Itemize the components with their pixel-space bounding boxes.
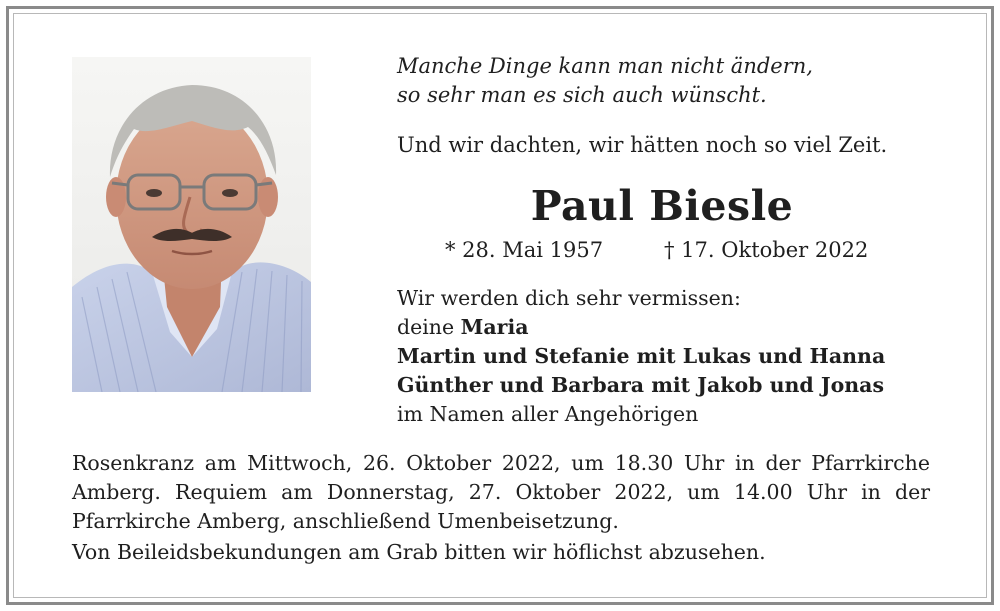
birth-date: * 28. Mai 1957: [445, 238, 604, 262]
portrait-photo: [72, 57, 311, 392]
condolence-note: Von Beileidsbekundungen am Grab bitten wir höflichst abzusehen.: [72, 540, 766, 564]
portrait-illustration: [72, 57, 311, 392]
thought-line: Und wir dachten, wir hätten noch so viel Zeit.: [397, 133, 888, 157]
mourners-line-3-text: Günther und Barbara mit Jakob und Jonas: [397, 373, 884, 397]
quote-line-1: Manche Dinge kann man nicht ändern,: [397, 54, 813, 78]
mourners-line-1-prefix: deine: [397, 315, 461, 339]
mourners-line-1: [397, 313, 885, 342]
service-details: [72, 449, 930, 536]
service-line-1: Rosenkranz am Mittwoch, 26. Oktober 2022, um 18.30 Uhr in der Pfarrkirche: [72, 451, 930, 475]
mourners-intro: Wir werden dich sehr vermissen:: [397, 286, 741, 310]
service-line-3: Pfarrkirche Amberg, anschließend Umenbeisetzung.: [72, 509, 619, 533]
mourners-line-2-text: Martin und Stefanie mit Lukas und Hanna: [397, 344, 886, 368]
mourners-line-1-name: Maria: [460, 315, 529, 339]
mourners-line-3: [397, 371, 885, 400]
mourners-block: [397, 284, 885, 429]
deceased-name: Paul Biesle: [530, 182, 794, 230]
mourners-line-2: [397, 342, 885, 371]
mourners-closing: im Namen aller Angehörigen: [397, 402, 699, 426]
opening-quote: [397, 52, 813, 110]
quote-line-2: so sehr man es sich auch wünscht.: [397, 83, 767, 107]
death-date: † 17. Oktober 2022: [664, 238, 869, 262]
service-line-2: Amberg. Requiem am Donnerstag, 27. Oktober 2022, um 14.00 Uhr in der: [72, 480, 930, 504]
